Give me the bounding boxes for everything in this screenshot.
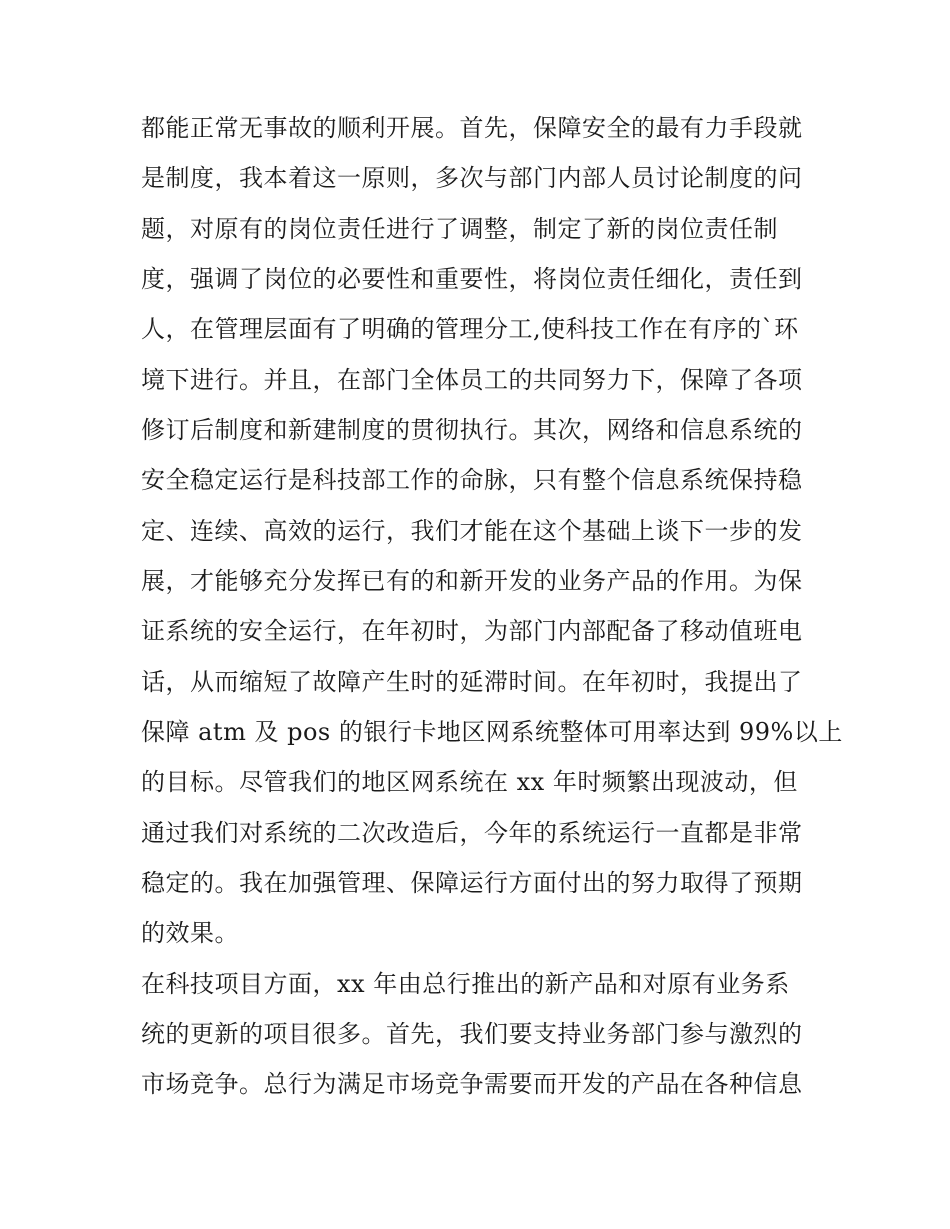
text-line: 度，强调了岗位的必要性和重要性，将岗位责任细化，责任到	[141, 265, 803, 293]
text-line: 在科技项目方面，xx 年由总行推出的新产品和对原有业务系	[141, 970, 790, 998]
text-line: 题，对原有的岗位责任进行了调整，制定了新的岗位责任制	[141, 215, 778, 243]
text-line: 统的更新的项目很多。首先，我们要支持业务部门参与激烈的	[141, 1020, 803, 1048]
text-line: 境下进行。并且，在部门全体员工的共同努力下，保障了各项	[141, 366, 803, 394]
text-line: 人，在管理层面有了明确的管理分工,使科技工作在有序的`环	[141, 315, 799, 343]
text-line: 的目标。尽管我们的地区网系统在 xx 年时频繁出现波动，但	[141, 768, 798, 796]
text-line: 稳定的。我在加强管理、保障运行方面付出的努力取得了预期	[141, 869, 803, 897]
text-line: 市场竞争。总行为满足市场竞争需要而开发的产品在各种信息	[141, 1070, 803, 1098]
text-line: 话，从而缩短了故障产生时的延滞时间。在年初时，我提出了	[141, 668, 803, 696]
text-line: 保障 atm 及 pos 的银行卡地区网系统整体可用率达到 99%以上	[141, 718, 843, 746]
text-line: 安全稳定运行是科技部工作的命脉，只有整个信息系统保持稳	[141, 466, 803, 494]
text-line: 都能正常无事故的顺利开展。首先，保障安全的最有力手段就	[141, 114, 803, 142]
text-line: 定、连续、高效的运行，我们才能在这个基础上谈下一步的发	[141, 517, 803, 545]
text-line: 证系统的安全运行，在年初时，为部门内部配备了移动值班电	[141, 617, 803, 645]
text-line: 修订后制度和新建制度的贯彻执行。其次，网络和信息系统的	[141, 416, 803, 444]
text-line: 的效果。	[141, 919, 239, 947]
text-line: 展，才能够充分发挥已有的和新开发的业务产品的作用。为保	[141, 567, 803, 595]
text-line: 是制度，我本着这一原则，多次与部门内部人员讨论制度的问	[141, 164, 803, 192]
text-line: 通过我们对系统的二次改造后，今年的系统运行一直都是非常	[141, 819, 803, 847]
